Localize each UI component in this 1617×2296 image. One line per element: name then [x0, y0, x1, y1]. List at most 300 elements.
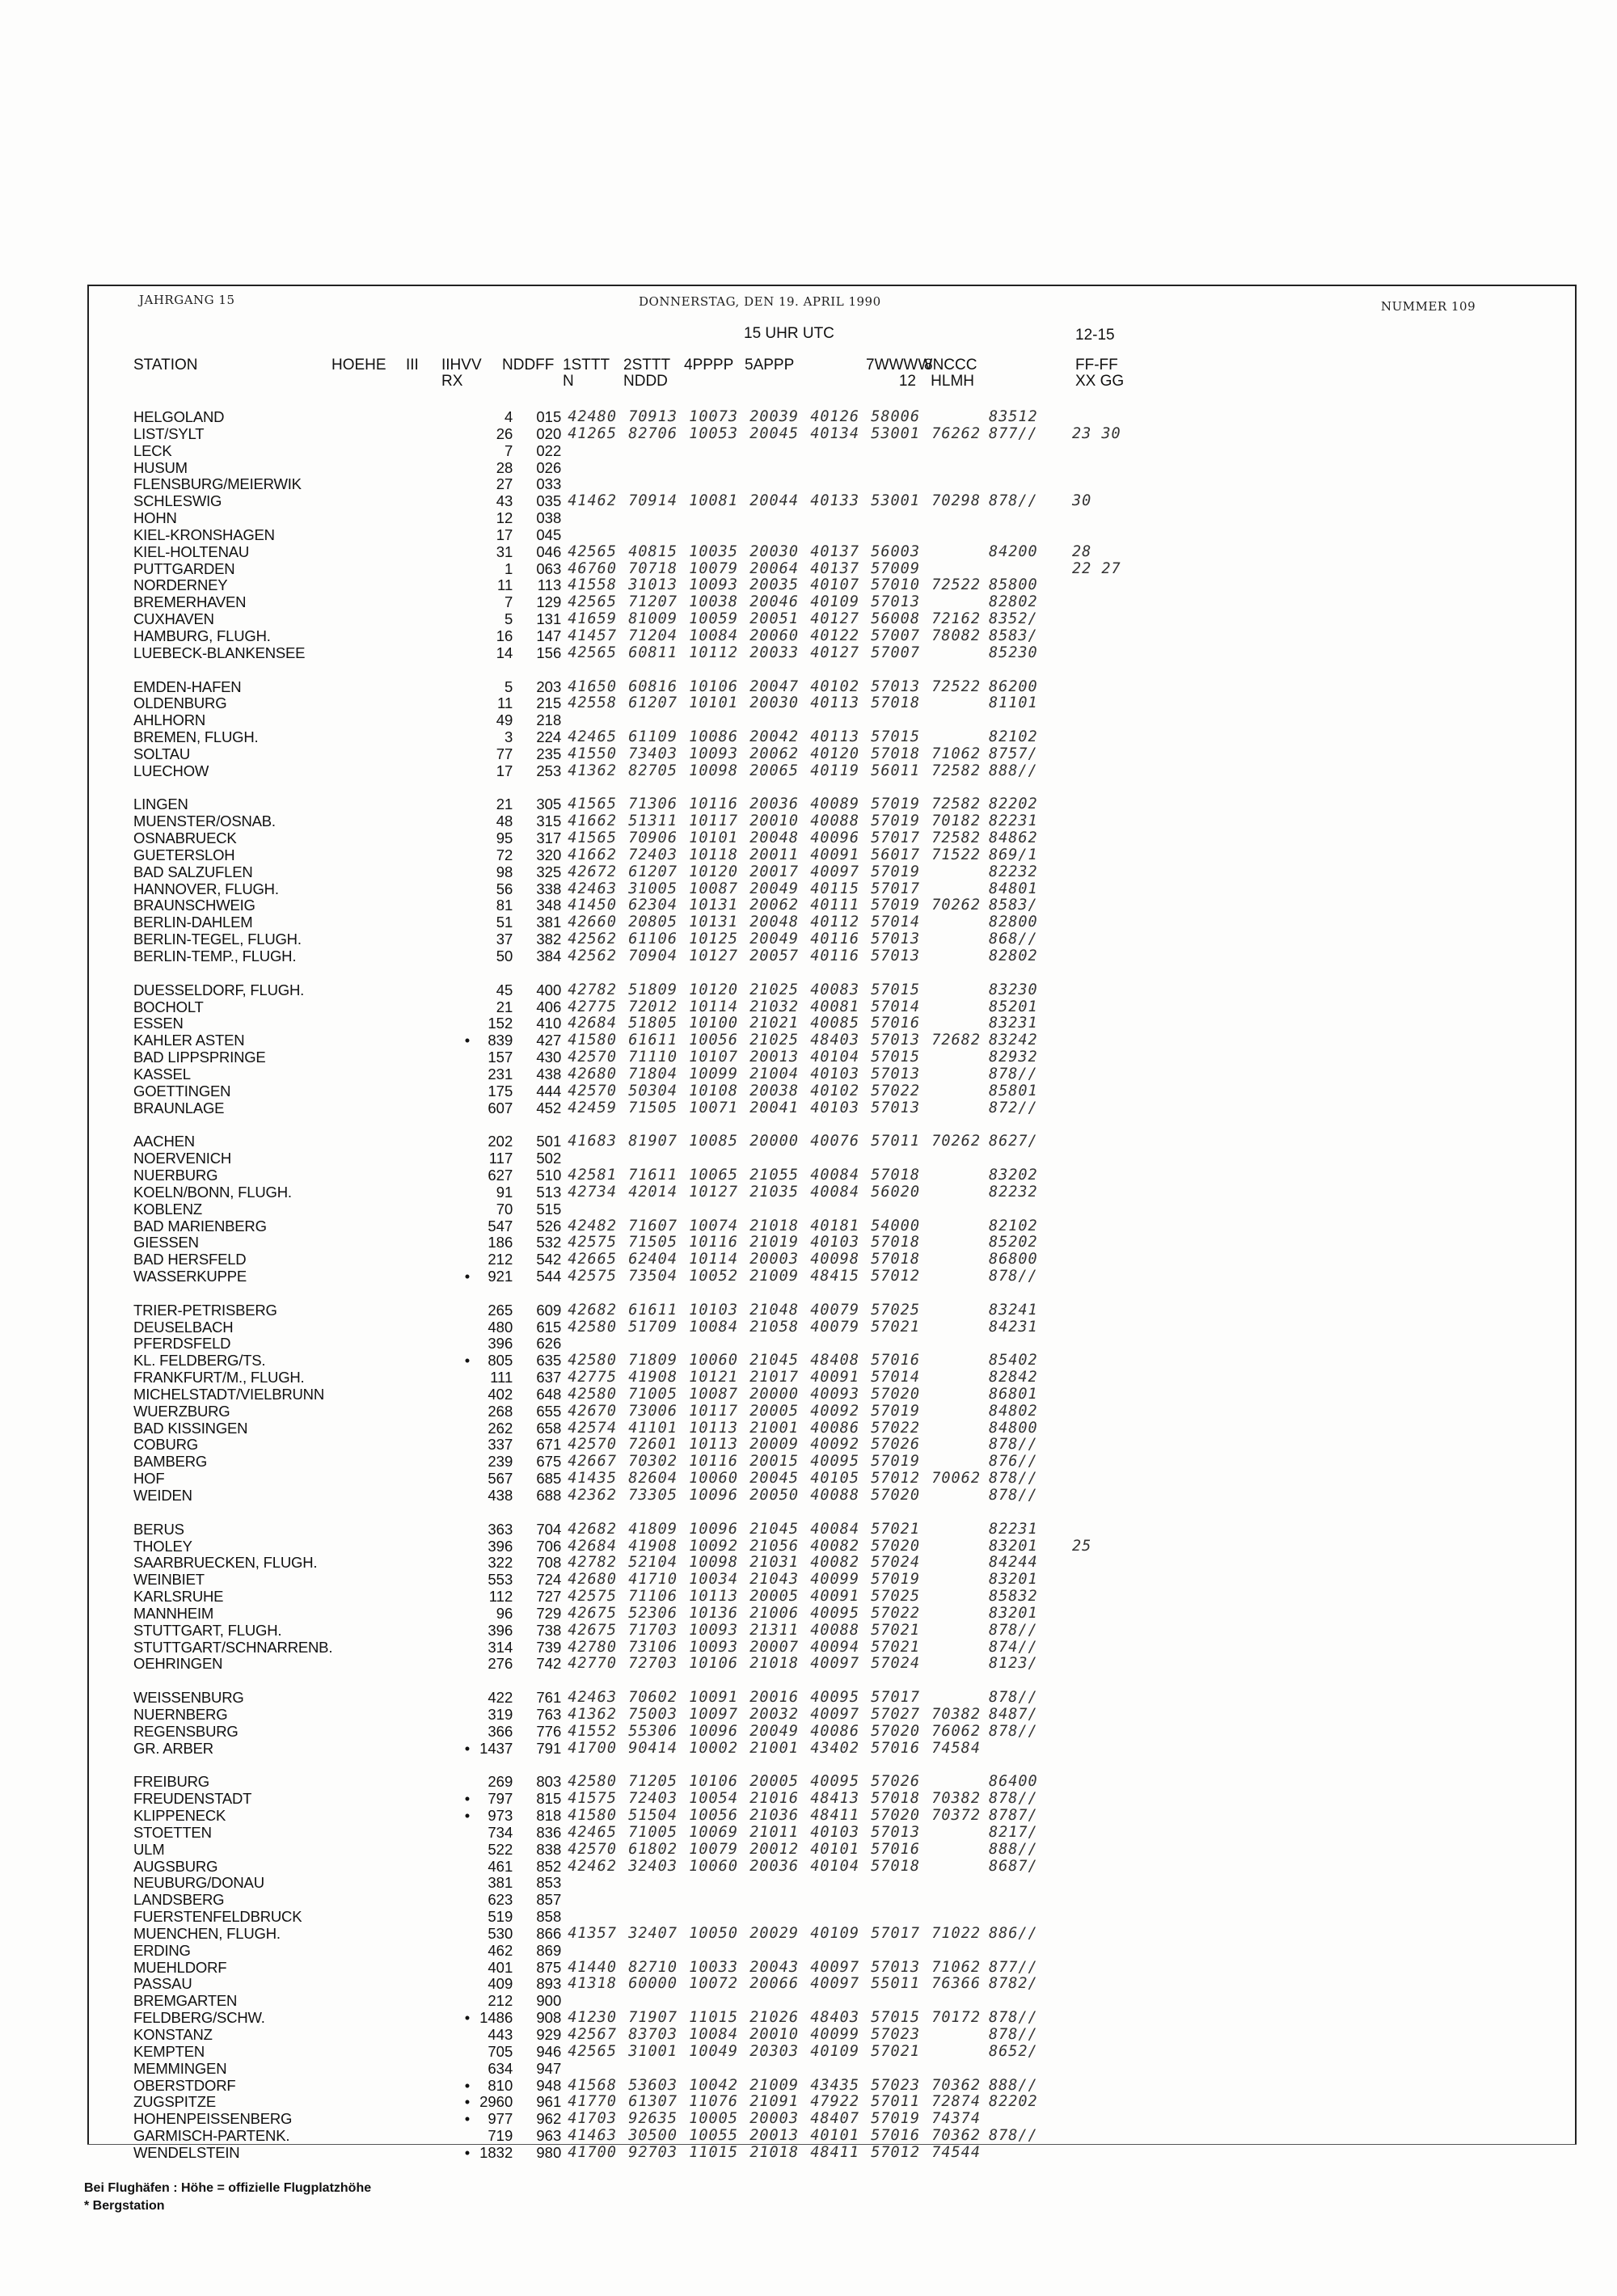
station-name: HANNOVER, FLUGH.	[133, 880, 279, 897]
station-index: 045	[536, 525, 562, 543]
obs-group-clouds: 869/1	[988, 846, 1038, 863]
station-name: BREMGARTEN	[133, 1992, 238, 2010]
obs-group-weather: 70262	[931, 1133, 981, 1150]
mountain-station-marker	[332, 2027, 475, 2044]
obs-group-1: 42672	[568, 863, 617, 880]
station-name: ESSEN	[133, 1015, 184, 1032]
obs-group-1: 41700	[568, 1739, 617, 1757]
obs-group-6	[871, 2061, 931, 2078]
obs-group-3	[689, 510, 749, 527]
obs-group-6: 57026	[871, 1436, 920, 1454]
obs-group-1: 41463	[568, 2127, 617, 2145]
obs-group-2: 71005	[628, 1823, 678, 1841]
obs-group-6: 57018	[871, 1251, 920, 1268]
obs-group-weather	[931, 561, 989, 578]
obs-group-5: 40113	[810, 728, 859, 746]
obs-group-4: 20044	[749, 492, 799, 510]
obs-group-6	[871, 1150, 931, 1167]
obs-group-gusts	[1049, 1741, 1234, 1758]
obs-group-5: 47922	[810, 2093, 859, 2111]
col-iii: III	[406, 357, 419, 374]
station-name: ULM	[133, 1840, 165, 1858]
obs-group-3: 10093	[689, 745, 738, 762]
obs-group-3: 10117	[689, 1402, 738, 1420]
station-index: 963	[536, 2127, 562, 2145]
obs-group-gusts	[1049, 1488, 1234, 1505]
obs-group-6: 54000	[871, 1217, 920, 1235]
obs-group-gusts	[1049, 1471, 1234, 1488]
obs-group-1	[568, 1336, 628, 1353]
station-index: 063	[536, 559, 562, 577]
obs-group-weather	[931, 1015, 989, 1032]
mountain-station-marker	[332, 2061, 475, 2078]
obs-group-clouds: 82231	[988, 1520, 1038, 1538]
obs-group-6: 57016	[871, 1840, 920, 1858]
group-spacer-cell	[133, 1673, 1049, 1690]
obs-group-3: 10079	[689, 1840, 738, 1858]
obs-group-5: 40133	[810, 492, 859, 510]
station-index: 381	[536, 914, 562, 931]
group-spacer	[133, 965, 1234, 982]
obs-group-weather	[931, 1066, 989, 1083]
station-height: 49	[496, 711, 513, 729]
obs-group-4: 20046	[749, 593, 799, 611]
station-height: 627	[488, 1166, 513, 1184]
obs-group-clouds: 84800	[988, 1419, 1038, 1437]
obs-group-gusts	[1049, 1724, 1234, 1741]
obs-group-2: 51311	[628, 812, 678, 830]
mountain-station-marker	[332, 1909, 475, 1926]
station-row	[133, 1791, 1234, 1808]
station-index: 675	[536, 1453, 562, 1471]
obs-group-weather: 71522	[931, 846, 981, 863]
obs-group-3: 10099	[689, 1065, 738, 1083]
obs-group-gusts	[1049, 1960, 1234, 1977]
mountain-station-marker	[332, 476, 475, 493]
obs-group-1: 42575	[568, 1588, 617, 1606]
obs-group-2: 82706	[628, 424, 678, 442]
station-index: 626	[536, 1335, 562, 1353]
obs-group-5	[810, 1875, 871, 1892]
obs-group-weather: 72522	[931, 576, 981, 594]
mountain-station-marker: •	[464, 2110, 471, 2128]
mountain-station-marker	[332, 561, 475, 578]
station-height: 98	[496, 863, 513, 880]
obs-group-gusts	[1049, 2010, 1234, 2027]
station-row	[133, 1724, 1234, 1741]
obs-group-gusts	[1049, 999, 1234, 1016]
obs-group-gusts: 28	[1071, 542, 1092, 560]
obs-group-weather	[931, 948, 989, 965]
obs-group-gusts	[1049, 2128, 1234, 2145]
obs-group-6: 57014	[871, 914, 920, 931]
obs-group-clouds: 888//	[988, 1840, 1038, 1858]
obs-group-clouds: 82232	[988, 1183, 1038, 1201]
station-name: HUSUM	[133, 458, 188, 476]
station-row	[133, 1640, 1234, 1657]
mountain-station-marker	[332, 864, 475, 881]
mountain-station-marker	[332, 1589, 475, 1606]
obs-group-5	[810, 460, 871, 477]
obs-group-6	[871, 527, 931, 544]
obs-group-6: 57014	[871, 1369, 920, 1386]
obs-group-1: 42570	[568, 1436, 617, 1454]
obs-group-1: 42465	[568, 728, 617, 746]
obs-group-weather	[931, 1825, 989, 1842]
mountain-station-marker	[332, 1875, 475, 1892]
obs-group-2: 71611	[628, 1166, 678, 1184]
obs-group-6	[871, 443, 931, 460]
obs-group-gusts	[1049, 1133, 1234, 1150]
obs-group-6: 57013	[871, 1099, 920, 1116]
obs-group-6: 57018	[871, 745, 920, 762]
station-index: 658	[536, 1419, 562, 1437]
obs-group-4: 21036	[749, 1807, 799, 1825]
station-index: 836	[536, 1823, 562, 1841]
station-name: BAD MARIENBERG	[133, 1217, 267, 1235]
obs-group-4: 21058	[749, 1318, 799, 1336]
station-name: GOETTINGEN	[133, 1082, 231, 1099]
obs-group-4: 21018	[749, 2143, 799, 2161]
station-name: PUTTGARDEN	[133, 559, 235, 577]
obs-group-2: 92635	[628, 2110, 678, 2128]
obs-group-gusts	[1049, 1049, 1234, 1066]
station-height: 396	[488, 1621, 513, 1639]
mountain-station-marker	[332, 1606, 475, 1623]
obs-group-gusts	[1049, 1150, 1234, 1167]
mountain-station-marker	[332, 1302, 475, 1319]
station-name: BERLIN-DAHLEM	[133, 914, 253, 931]
obs-group-5	[810, 2061, 871, 2078]
station-name: WENDELSTEIN	[133, 2143, 240, 2161]
obs-group-5: 40120	[810, 745, 859, 762]
obs-group-4	[749, 460, 810, 477]
obs-group-1: 42675	[568, 1604, 617, 1622]
obs-group-6	[871, 460, 931, 477]
obs-group-weather	[931, 1218, 989, 1235]
obs-group-weather	[931, 476, 989, 493]
obs-group-5: 40079	[810, 1301, 859, 1319]
station-name: HOF	[133, 1470, 165, 1488]
station-height: 337	[488, 1436, 513, 1454]
station-name: OLDENBURG	[133, 694, 227, 712]
station-row	[133, 1488, 1234, 1505]
obs-group-2: 31005	[628, 880, 678, 897]
obs-group-gusts	[1049, 881, 1234, 898]
station-index: 515	[536, 1200, 562, 1218]
obs-group-4	[749, 1892, 810, 1909]
obs-group-2: 72403	[628, 1790, 678, 1808]
obs-group-1: 41457	[568, 627, 617, 644]
obs-group-3: 10096	[689, 1487, 738, 1504]
obs-group-1: 42682	[568, 1520, 617, 1538]
obs-group-1: 42570	[568, 1049, 617, 1066]
station-name: LUECHOW	[133, 762, 209, 779]
station-name: WEISSENBURG	[133, 1689, 244, 1707]
col-group7	[866, 357, 933, 390]
obs-group-2: 70913	[628, 408, 678, 425]
obs-group-3	[689, 1150, 749, 1167]
obs-group-5: 40095	[810, 1773, 859, 1791]
obs-group-3: 10065	[689, 1166, 738, 1184]
col-group1-line1: IIHVV	[441, 357, 482, 374]
obs-group-weather: 71062	[931, 745, 981, 762]
obs-group-1: 42660	[568, 914, 617, 931]
obs-group-5: 40112	[810, 914, 859, 931]
station-height: 805	[488, 1352, 513, 1370]
obs-group-gusts	[1049, 796, 1234, 813]
obs-group-3: 10100	[689, 1015, 738, 1032]
station-name: KOELN/BONN, FLUGH.	[133, 1183, 292, 1201]
obs-group-clouds: 81101	[988, 694, 1038, 712]
station-name: FLENSBURG/MEIERWIK	[133, 475, 302, 493]
mountain-station-marker: •	[464, 1268, 471, 1285]
obs-group-5: 43435	[810, 2076, 859, 2094]
obs-group-4	[749, 443, 810, 460]
obs-group-2: 73504	[628, 1268, 678, 1285]
obs-group-4: 20000	[749, 1385, 799, 1403]
obs-group-2: 71505	[628, 1234, 678, 1251]
obs-group-clouds: 82932	[988, 1049, 1038, 1066]
station-name: BAD KISSINGEN	[133, 1419, 248, 1437]
obs-group-weather: 72522	[931, 677, 981, 695]
obs-group-weather: 72162	[931, 610, 981, 628]
obs-group-1: 42684	[568, 1015, 617, 1032]
obs-group-2: 61207	[628, 863, 678, 880]
obs-group-gusts	[1049, 864, 1234, 881]
obs-group-3: 10103	[689, 1301, 738, 1319]
station-index: 253	[536, 762, 562, 779]
obs-group-gusts: 23 30	[1071, 424, 1121, 442]
obs-group-4: 20065	[749, 762, 799, 779]
obs-group-weather	[931, 712, 989, 729]
obs-group-weather: 70382	[931, 1705, 981, 1723]
station-name: AHLHORN	[133, 711, 206, 729]
obs-group-1	[568, 443, 628, 460]
station-index: 739	[536, 1638, 562, 1656]
obs-group-clouds: 83201	[988, 1604, 1038, 1622]
station-row	[133, 1707, 1234, 1724]
obs-group-4: 21009	[749, 1268, 799, 1285]
station-height: 1437	[479, 1739, 513, 1757]
obs-group-1: 42482	[568, 1217, 617, 1235]
station-index: 156	[536, 644, 562, 661]
obs-group-3: 10060	[689, 1352, 738, 1370]
station-name: FELDBERG/SCHW.	[133, 2009, 265, 2027]
obs-group-clouds: 82802	[988, 593, 1038, 611]
obs-group-3: 10101	[689, 829, 738, 847]
station-name: AACHEN	[133, 1133, 195, 1150]
station-row	[133, 1606, 1234, 1623]
station-name: HAMBURG, FLUGH.	[133, 627, 271, 644]
obs-group-5: 48407	[810, 2110, 859, 2128]
station-name: KIEL-HOLTENAU	[133, 542, 250, 560]
obs-group-3: 11015	[689, 2143, 738, 2161]
station-name: LIST/SYLT	[133, 424, 205, 442]
obs-group-weather	[931, 443, 989, 460]
obs-group-4: 20030	[749, 694, 799, 712]
station-name: SAARBRUECKEN, FLUGH.	[133, 1554, 318, 1572]
obs-group-6: 57022	[871, 1082, 920, 1099]
obs-group-4: 21001	[749, 1419, 799, 1437]
col-group6-line1: 5APPP	[745, 357, 795, 374]
station-row	[133, 1268, 1234, 1285]
obs-group-gusts	[1049, 1976, 1234, 1993]
station-index: 708	[536, 1554, 562, 1572]
station-index: 444	[536, 1082, 562, 1099]
mountain-station-marker	[332, 1370, 475, 1386]
station-row	[133, 544, 1234, 561]
obs-group-weather: 76262	[931, 424, 981, 442]
obs-group-4: 21056	[749, 1537, 799, 1555]
obs-group-1: 41435	[568, 1470, 617, 1488]
obs-group-6: 57020	[871, 1385, 920, 1403]
obs-group-clouds: 876//	[988, 1453, 1038, 1471]
obs-group-5: 40103	[810, 1823, 859, 1841]
obs-group-5: 40102	[810, 677, 859, 695]
obs-group-3: 10112	[689, 644, 738, 661]
obs-group-gusts	[1049, 763, 1234, 780]
station-height: 17	[496, 762, 513, 779]
station-name: HOHENPEISSENBERG	[133, 2110, 293, 2128]
obs-group-5	[810, 527, 871, 544]
obs-group-1: 41318	[568, 1975, 617, 1993]
obs-group-2: 71907	[628, 2009, 678, 2027]
obs-group-6: 57019	[871, 796, 920, 813]
obs-group-3: 10120	[689, 981, 738, 998]
mountain-station-marker	[332, 1319, 475, 1336]
station-row	[133, 443, 1234, 460]
obs-group-gusts	[1049, 1336, 1234, 1353]
obs-group-5: 40091	[810, 1369, 859, 1386]
obs-group-3: 10096	[689, 1520, 738, 1538]
obs-group-clouds	[989, 712, 1049, 729]
obs-group-2: 73403	[628, 745, 678, 762]
obs-group-clouds: 82802	[988, 948, 1038, 964]
col-group3-line1: 1STTT	[563, 357, 610, 374]
station-height: 519	[488, 1908, 513, 1926]
obs-group-4	[749, 1909, 810, 1926]
obs-group-5: 48408	[810, 1352, 859, 1370]
obs-group-3: 10106	[689, 1773, 738, 1791]
obs-group-weather	[931, 1184, 989, 1201]
obs-group-1: 42575	[568, 1234, 617, 1251]
obs-group-gusts	[1049, 712, 1234, 729]
obs-group-1: 41650	[568, 677, 617, 695]
obs-group-gusts	[1049, 1572, 1234, 1589]
station-index: 015	[536, 408, 562, 425]
station-name: MANNHEIM	[133, 1604, 214, 1622]
obs-group-5: 40088	[810, 812, 859, 830]
station-row	[133, 1522, 1234, 1538]
obs-group-3: 10118	[689, 846, 738, 863]
obs-group-1: 41662	[568, 846, 617, 863]
station-name: BERUS	[133, 1520, 184, 1538]
obs-group-clouds: 8217/	[988, 1823, 1038, 1841]
obs-group-gusts	[1049, 527, 1234, 544]
station-name: SCHLESWIG	[133, 492, 222, 510]
station-height: 719	[488, 2127, 513, 2145]
obs-group-weather: 76366	[931, 1975, 981, 1993]
station-height: 11	[497, 694, 513, 712]
station-row	[133, 409, 1234, 426]
obs-group-4: 20049	[749, 880, 799, 897]
obs-group-clouds	[989, 443, 1049, 460]
obs-group-weather: 78082	[931, 627, 981, 644]
obs-group-weather: 74544	[931, 2143, 981, 2161]
obs-group-gusts	[1049, 914, 1234, 931]
obs-group-1: 42770	[568, 1655, 617, 1673]
obs-group-gusts	[1049, 1875, 1234, 1892]
station-name: OBERSTDORF	[133, 2076, 236, 2094]
obs-group-gusts	[1049, 1201, 1234, 1218]
station-row	[133, 1943, 1234, 1960]
station-row	[133, 1049, 1234, 1066]
obs-group-3	[689, 712, 749, 729]
mountain-station-marker	[332, 1167, 475, 1184]
obs-group-3: 10113	[689, 1588, 738, 1606]
obs-group-2	[628, 460, 689, 477]
obs-group-1: 41550	[568, 745, 617, 762]
obs-group-clouds: 83201	[988, 1571, 1038, 1589]
obs-group-weather	[931, 1403, 989, 1420]
mountain-station-marker	[332, 1100, 475, 1117]
station-index: 946	[536, 2042, 562, 2060]
col-group8	[924, 357, 977, 390]
station-height: 839	[488, 1032, 513, 1049]
station-row	[133, 1825, 1234, 1842]
obs-group-2	[628, 1201, 689, 1218]
mountain-station-marker	[332, 1993, 475, 2010]
obs-group-6	[871, 1201, 931, 1218]
obs-group-5: 40083	[810, 981, 859, 998]
station-row	[133, 1976, 1234, 1993]
obs-group-clouds: 82202	[988, 2093, 1038, 2111]
obs-group-5: 43402	[810, 1739, 859, 1757]
mountain-station-marker: •	[464, 1790, 471, 1808]
obs-group-3: 10050	[689, 1924, 738, 1942]
obs-group-gusts	[1049, 1100, 1234, 1117]
station-height: 396	[488, 1537, 513, 1555]
station-index: 818	[536, 1807, 562, 1825]
obs-group-weather	[931, 527, 989, 544]
obs-group-clouds: 84862	[988, 829, 1038, 847]
obs-group-1: 42580	[568, 1352, 617, 1370]
obs-group-gusts	[1049, 1656, 1234, 1673]
group-spacer-cell	[133, 1116, 1049, 1133]
station-name: KIEL-KRONSHAGEN	[133, 525, 275, 543]
obs-group-6: 57010	[871, 576, 920, 594]
obs-group-2: 41809	[628, 1520, 678, 1538]
obs-group-gusts	[1049, 1774, 1234, 1791]
station-name: OEHRINGEN	[133, 1655, 223, 1673]
station-height: 70	[496, 1200, 513, 1218]
obs-group-gusts	[1049, 1522, 1234, 1538]
obs-group-6: 57013	[871, 931, 920, 948]
station-row	[133, 1218, 1234, 1235]
station-name: FRANKFURT/M., FLUGH.	[133, 1369, 305, 1386]
station-index: 526	[536, 1217, 562, 1235]
obs-group-gusts	[1049, 695, 1234, 712]
obs-group-4: 20050	[749, 1487, 799, 1504]
obs-group-clouds: 878//	[988, 492, 1038, 510]
obs-group-gusts	[1049, 476, 1234, 493]
station-index: 893	[536, 1975, 562, 1993]
station-index: 704	[536, 1520, 562, 1538]
station-row	[133, 729, 1234, 746]
obs-group-3: 10106	[689, 1655, 738, 1673]
obs-group-5: 40109	[810, 2042, 859, 2060]
